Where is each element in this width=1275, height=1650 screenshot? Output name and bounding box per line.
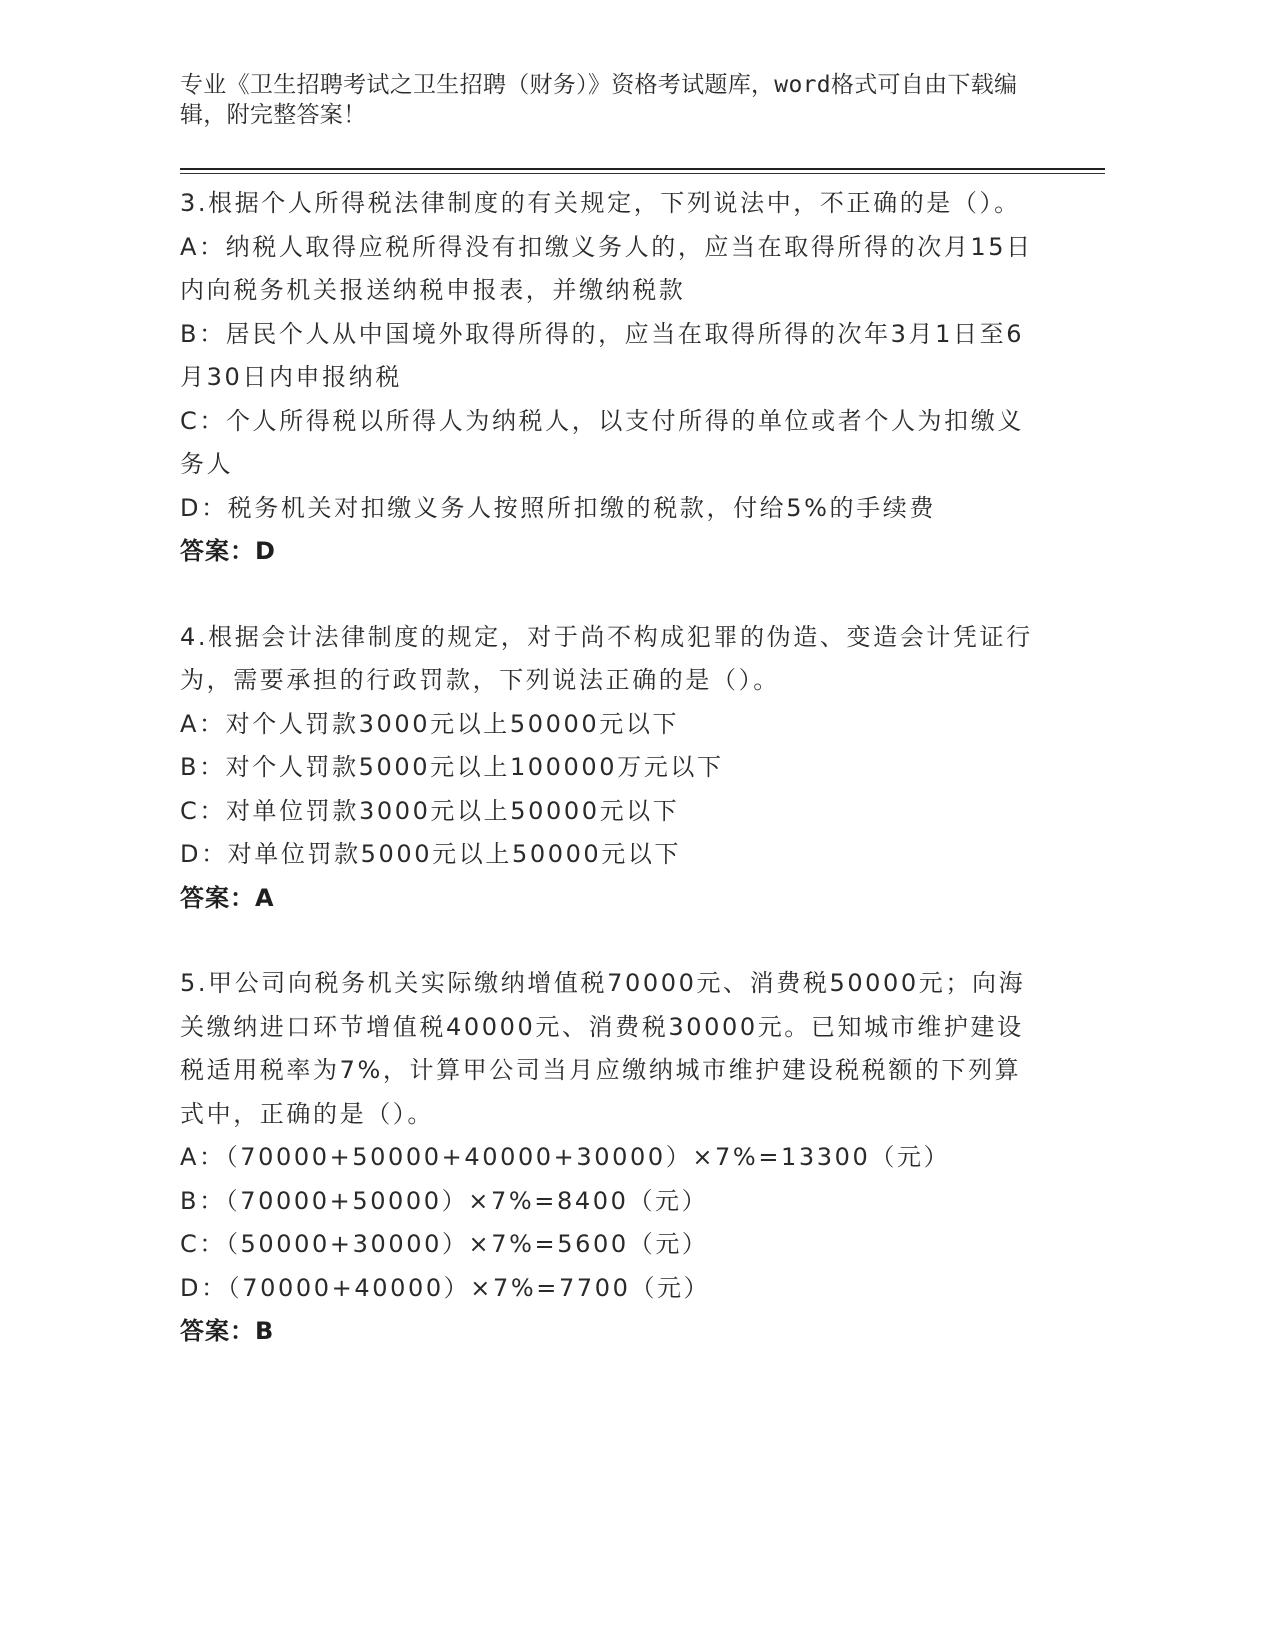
option-a: A：纳税人取得应税所得没有扣缴义务人的，应当在取得所得的次月15日内向税务机关报送纳税申报表，并缴纳税款 <box>180 232 1033 304</box>
option-a: A：对个人罚款3000元以上50000元以下 <box>180 709 680 738</box>
option-c: C：个人所得税以所得人为纳税人，以支付所得的单位或者个人为扣缴义务人 <box>180 406 1024 478</box>
option-a: A：（70000+50000+40000+30000）×7%=13300（元） <box>180 1143 951 1171</box>
option-b: B：居民个人从中国境外取得所得的，应当在取得所得的次年3月1日至6月30日内申报纳税 <box>180 319 1025 391</box>
option-c: C：对单位罚款3000元以上50000元以下 <box>180 796 680 825</box>
answer: 答案：D <box>180 537 276 565</box>
option-b: B：对个人罚款5000元以上100000万元以下 <box>180 753 724 781</box>
question-3 <box>180 182 1110 574</box>
answer: 答案：B <box>180 1317 275 1345</box>
document-header: 专业《卫生招聘考试之卫生招聘（财务）》资格考试题库，word格式可自由下载编辑，附完整答案！ <box>180 72 1018 128</box>
question-stem: 3.根据个人所得税法律制度的有关规定，下列说法中，不正确的是（）。 <box>180 189 1021 217</box>
option-b: B：（70000+50000）×7%=8400（元） <box>180 1186 709 1215</box>
option-d: D：对单位罚款5000元以上50000元以下 <box>180 840 682 868</box>
question-4 <box>180 616 1110 921</box>
header-divider <box>180 168 1105 174</box>
question-5 <box>180 962 1110 1354</box>
question-stem: 5.甲公司向税务机关实际缴纳增值税70000元、消费税50000元；向海关缴纳进口环节增值税40000元、消费税30000元。已知城市维护建设税适用税率为7%，计算甲公司当月应缴纳城市维护建设税税额的下列算式中，正确的是（）。 <box>180 969 1026 1128</box>
question-stem: 4.根据会计法律制度的规定，对于尚不构成犯罪的伪造、变造会计凭证行为，需要承担的行政罚款，下列说法正确的是（）。 <box>180 622 1033 694</box>
option-d: D：税务机关对扣缴义务人按照所扣缴的税款，付给5%的手续费 <box>180 493 936 522</box>
option-d: D：（70000+40000）×7%=7700（元） <box>180 1273 711 1302</box>
divider-thick <box>180 168 1105 170</box>
divider-thin <box>180 173 1105 174</box>
answer: 答案：A <box>180 883 275 912</box>
document-page <box>180 70 1110 1354</box>
option-c: C：（50000+30000）×7%=5600（元） <box>180 1230 709 1258</box>
